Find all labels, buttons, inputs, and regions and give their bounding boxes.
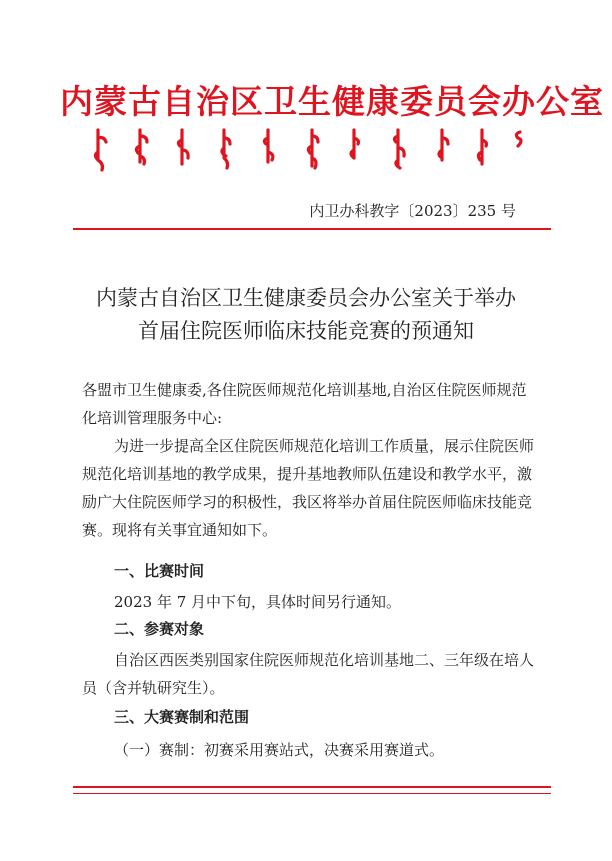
addressee: 各盟市卫生健康委,各住院医师规范化培训基地,自治区住院医师规范化培训管理服务中心: (82, 381, 527, 427)
footer-red-double-rule (73, 786, 551, 794)
section-text-time: 2023 年 7 月中下旬，具体时间另行通知。 (114, 593, 402, 611)
document-title (60, 282, 552, 348)
intro-paragraph: 为进一步提高全区住院医师规范化培训工作质量，展示住院医师规范化培训基地的教学成果，提升基地教师队伍建设和教学水平，激励广大住院医师学习的积极性，我区将举办首届住院医师临床技能竞赛。现将有关事宜通知如下。 (82, 437, 535, 539)
mongolian-script-graphic (92, 126, 532, 176)
header-red-rule (73, 228, 551, 230)
section-heading-format: 三、大赛赛制和范围 (114, 708, 250, 726)
document-title-line-1: 内蒙古自治区卫生健康委员会办公室关于举办 (96, 286, 516, 310)
section-text-participants: 自治区西医类别国家住院医师规范化培训基地二、三年级在培人员（含并轨研究生）。 (82, 651, 535, 697)
document-title-line-2: 首届住院医师临床技能竞赛的预通知 (138, 319, 474, 343)
mongolian-script-title (92, 126, 532, 176)
section-heading-participants: 二、参赛对象 (114, 620, 205, 638)
document-number: 内卫办科教字〔2023〕235 号 (309, 202, 516, 220)
issuing-organization-title: 内蒙古自治区卫生健康委员会办公室 (60, 82, 604, 121)
section-heading-time: 一、比赛时间 (114, 562, 205, 580)
section-text-format: （一）赛制：初赛采用赛站式，决赛采用赛道式。 (114, 741, 445, 759)
